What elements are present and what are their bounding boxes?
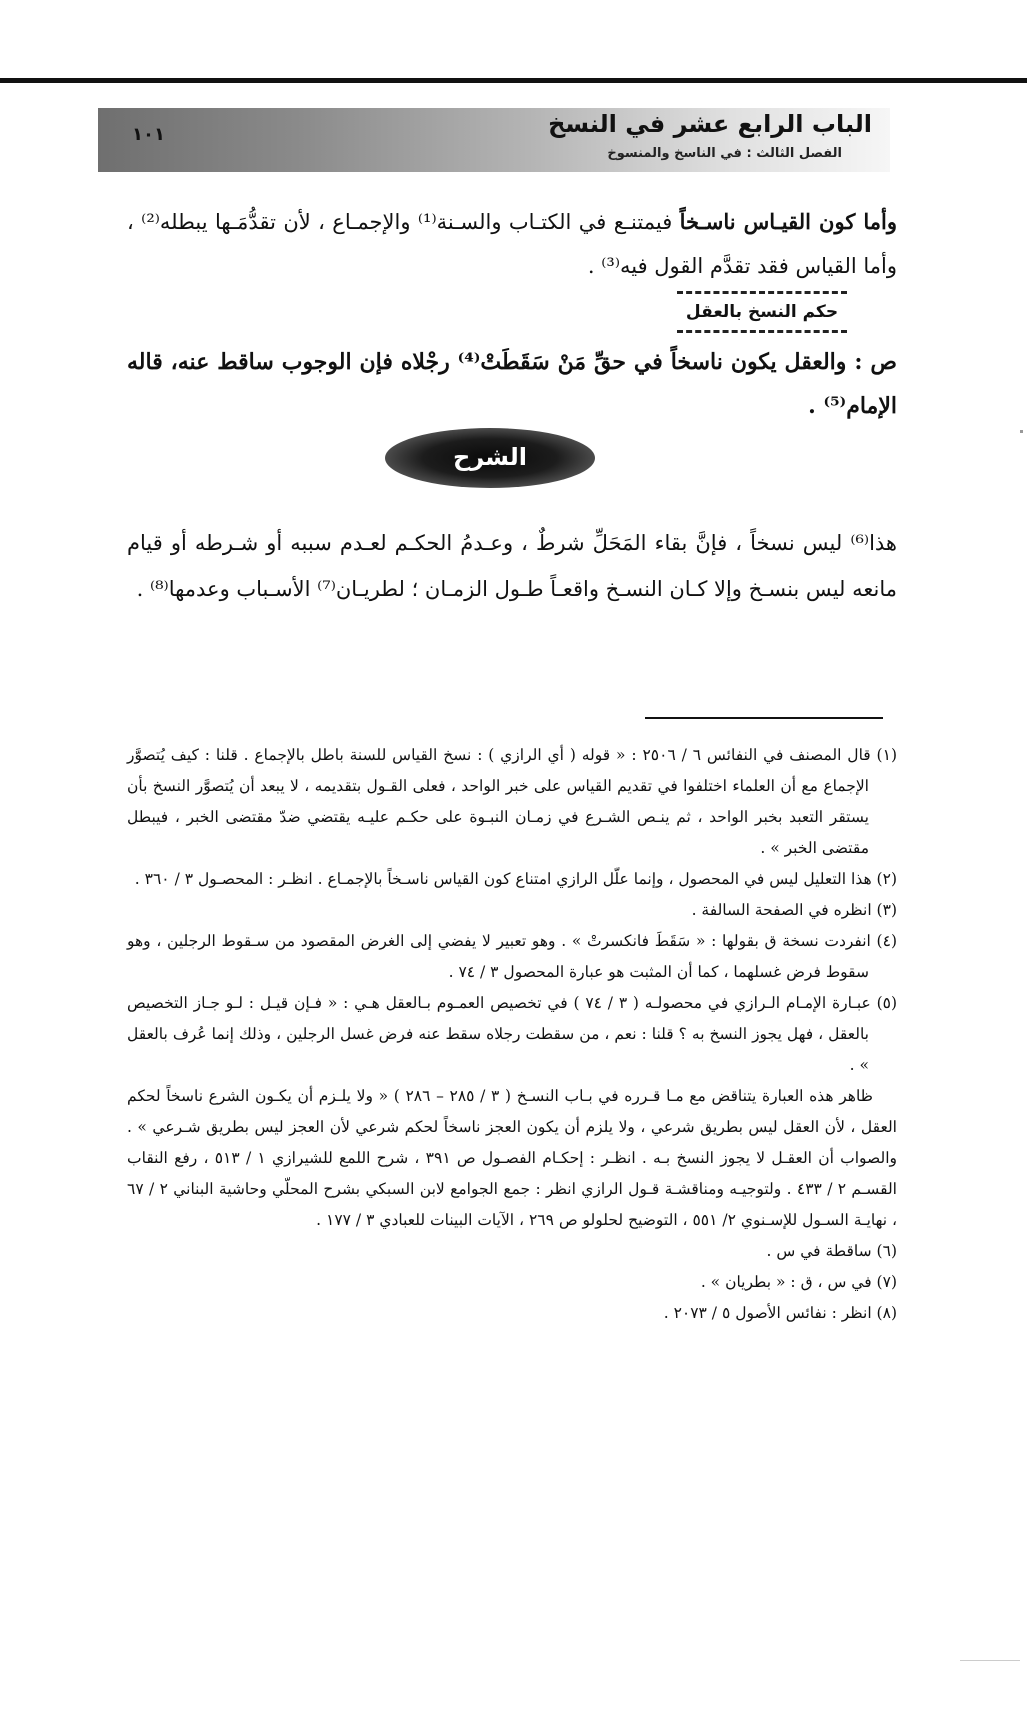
footnote-continuation: ظاهر هذه العبارة يتناقض مع مـا قـرره في بـاب النسـخ ( ٣ / ٢٨٥ – ٢٨٦ ) « ولا يلـزم أن يكـون الشرع ناسخاً لحكم العقل ، لأن العقل ليس بطريق شرعي ، ولا يلزم أن يكون العجز ناسخاً لحكم شرعي لأن العجز ليس بطريق شـرعي » . والصواب أن العقـل لا يجوز النسخ بـه . انظـر : إحكـام الفصـول ص ٣٩١ ، شرح اللمع للشيرازي ١ / ٥١٣ ، رفع النقاب القسـم ٢ / ٤٣٣ . ولتوجيـه ومناقشـة قـول الرازي انظر : جمع الجوامع لابن السبكي بشرح المحلّي وحاشية البناني ٢ / ٦٧ ، نهايـة السـول للإسـنوي ٢/ ٥٥١ ، التوضيح لحلولو ص ٢٦٩ ، الآيات البينات للعبادي ٣ / ١٧٧ . — [127, 1087, 897, 1229]
page-number: ١٠١ — [132, 124, 165, 145]
footnote: (١) قال المصنف في النفائس ٦ / ٢٥٠٦ : « قوله ( أي الرازي ) : نسخ القياس للسنة باطل بالإجماع . قلنا : كيف يُتصوَّر الإجماع مع أن العلماء اختلفوا في تقديم القياس على خبر الواحد ، فعلى القـول بتقديمه ، لا يبعد أن يُتصوَّر النسخ بأن يستقر التعبد بخبر الواحد ، ثم ينـص الشـرع في زمـان النبـوة على حكـم عليـه يقتضي ضدّ مقتضى الخبر ، فيبطل مقتضى الخبر » . — [127, 746, 897, 857]
footnote: (٥) عبـارة الإمـام الـرازي في محصولـه ( ٣ / ٧٤ ) في تخصيص العمـوم بـالعقل هـي : « فـإن قيـل : لـو جـاز التخصيص بالعقل ، فهل يجوز النسخ به ؟ قلنا : نعم ، من سقطت رجلاه سقط عنه فرض غسل الرجلين ، وذلك إنما عُرف بالعقل » . — [127, 994, 898, 1074]
section-tag: حكم النسخ بالعقل — [677, 291, 847, 333]
footnote: (٢) هذا التعليل ليس في المحصول ، وإنما علّل الرازي امتناع كون القياس ناسـخاً بالإجمـاع . انظـر : المحصـول ٣ / ٣٦٠ . — [134, 870, 897, 888]
chapter-title: الباب الرابع عشر في النسخ — [548, 110, 872, 138]
section-subtitle: الفصل الثالث : في الناسخ والمنسوخ — [607, 146, 842, 161]
footnote: (٨) انظر : نفائس الأصول ٥ / ٢٠٧٣ . — [663, 1304, 897, 1322]
sharh-badge: الشرح — [385, 428, 595, 488]
footnote: (٦) ساقطة في س . — [766, 1242, 897, 1260]
footnote-separator — [645, 717, 883, 719]
footnote: (٧) في س ، ق : « بطريان » . — [700, 1273, 897, 1291]
paragraph-lead: وأما كون القيـاس ناسـخاً — [679, 209, 897, 234]
paragraph-qiyas — [127, 200, 897, 288]
scan-mark — [1020, 430, 1023, 433]
footnote: (٣) انظره في الصفحة السالفة . — [691, 901, 897, 919]
paragraph-sharh: هذا⁽⁶⁾ ليس نسخاً ، فإنَّ بقاء المَحَلِّ شرطٌ ، وعـدمُ الحكـم لعـدم سببه أو شـرطه أو قيام مانعه ليس بنسـخ وإلا كـان النسـخ واقعـاً طـول الزمـان ؛ لطريـان⁽⁷⁾ الأسـباب وعدمها⁽⁸⁾ . — [127, 531, 897, 601]
top-rule — [0, 78, 1027, 83]
footnotes — [127, 740, 897, 1329]
paragraph-matn: ص : والعقل يكون ناسخاً في حقِّ مَنْ سَقَطَتْ⁽⁴⁾ رجْلاه فإن الوجوب ساقط عنه، قاله الإمام⁽⁵⁾ . — [127, 349, 897, 419]
paragraph-body: فيمتنـع في الكتـاب والسـنة⁽¹⁾ والإجمـاع ، لأن تقدُّمَـها يبطله⁽²⁾ ، وأما القياس فقد تقدَّم القول فيه⁽³⁾ . — [127, 210, 897, 278]
scan-line — [960, 1660, 1020, 1661]
footnote: (٤) انفردت نسخة ق بقولها : « سَقَطَ فانكسرتْ » . وهو تعبير لا يفضي إلى الغرض المقصود من سـقوط الرجلين ، وهو سقوط فرض غسلهما ، كما أن المثبت هو عبارة المحصول ٣ / ٧٤ . — [127, 932, 897, 981]
running-header — [98, 108, 890, 172]
